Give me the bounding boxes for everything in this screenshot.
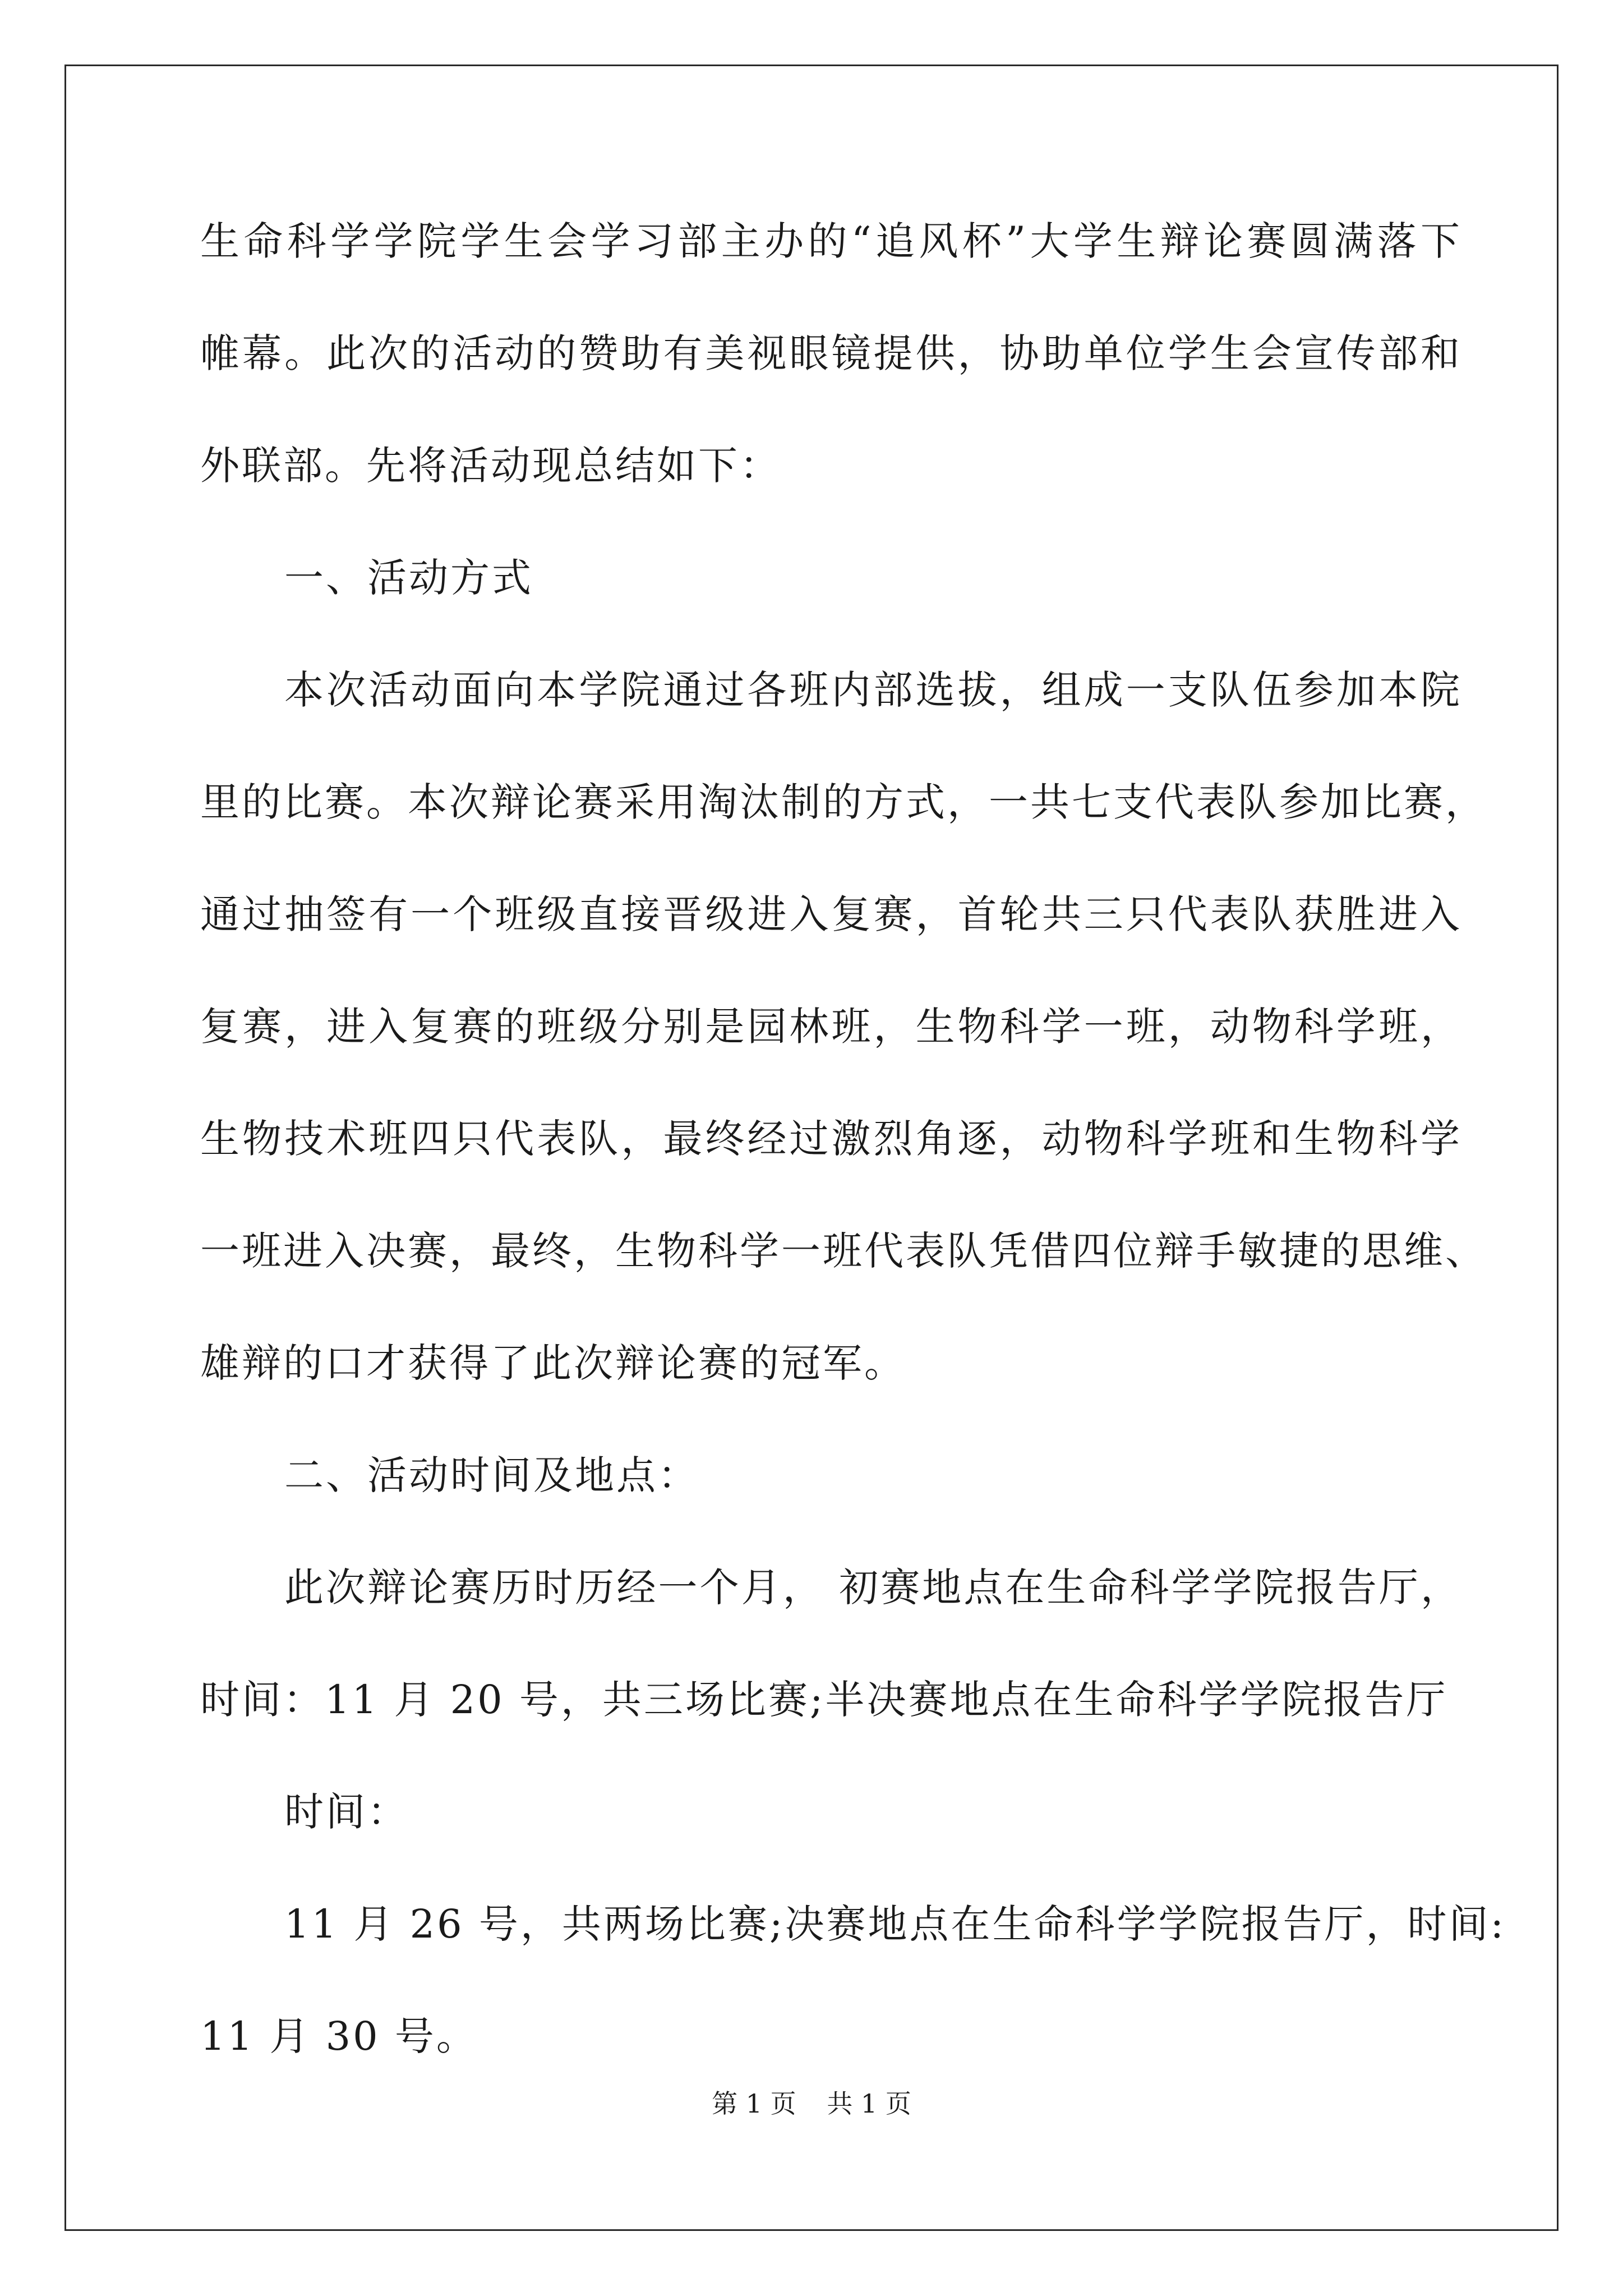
paragraph-line: 11 月 26 号，共两场比赛;决赛地点在生命科学学院报告厅，时间: [284, 1901, 1506, 1947]
paragraph-line: 本次活动面向本学院通过各班内部选拔，组成一支队伍参加本院 [284, 667, 1462, 713]
section-heading: 二、活动时间及地点： [284, 1452, 699, 1498]
paragraph-line: 里的比赛。本次辩论赛采用淘汰制的方式，一共七支代表队参加比赛， [200, 779, 1487, 825]
paragraph-line: 通过抽签有一个班级直接晋级进入复赛，首轮共三只代表队获胜进入 [200, 891, 1462, 937]
paragraph-line: 外联部。先将活动现总结如下： [200, 443, 781, 489]
paragraph-line: 雄辩的口才获得了此次辩论赛的冠军。 [200, 1340, 906, 1386]
section-heading: 一、活动方式 [284, 555, 533, 601]
page-number: 第 1 页 [712, 2088, 796, 2119]
page-footer [0, 2087, 1623, 2120]
paragraph-line: 一班进入决赛，最终，生物科学一班代表队凭借四位辩手敏捷的思维、 [200, 1228, 1487, 1274]
paragraph-line: 生物技术班四只代表队，最终经过激烈角逐，动物科学班和生物科学 [200, 1116, 1462, 1162]
page-total: 共 1 页 [827, 2088, 911, 2119]
paragraph-line: 生命科学学院学生会学习部主办的“追风杯”大学生辩论赛圆满落下 [200, 218, 1462, 264]
paragraph-line: 复赛，进入复赛的班级分别是园林班，生物科学一班，动物科学班， [200, 1004, 1462, 1050]
paragraph-line: 时间： [284, 1789, 409, 1835]
paragraph-line: 帷幕。此次的活动的赞助有美视眼镜提供，协助单位学生会宣传部和 [200, 330, 1462, 376]
paragraph-line: 时间：11 月 20 号，共三场比赛;半决赛地点在生命科学学院报告厅 [200, 1677, 1448, 1723]
paragraph-line: 此次辩论赛历时历经一个月， 初赛地点在生命科学学院报告厅， [284, 1565, 1462, 1611]
paragraph-line: 11 月 30 号。 [200, 2013, 478, 2059]
